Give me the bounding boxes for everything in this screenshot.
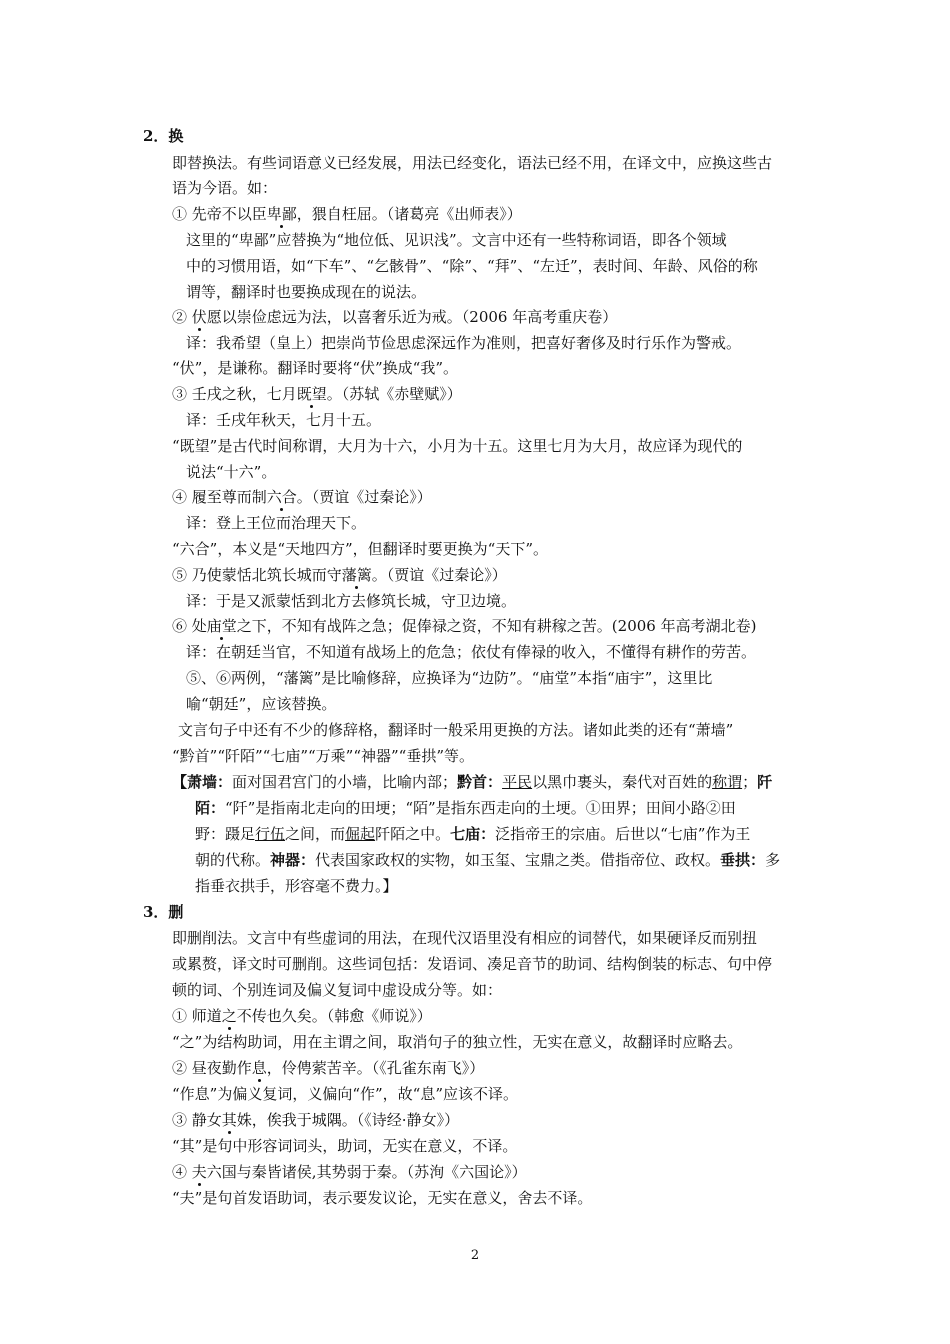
paragraph-line: “伏”，是谦称。翻译时要将“伏”换成“我”。 [172,359,459,377]
emphasis-dotted-text: 之 [221,1007,237,1025]
gloss-line: 指垂衣拱手，形容毫不费力。】 [195,877,398,895]
gloss-line: 朝的代称。神器：代表国家政权的实物，如玉玺、宝鼎之类。借指帝位、政权。垂拱：多 [195,851,781,869]
emphasis-dotted-text: 藩篱 [341,566,372,584]
paragraph-line: 或累赘，译文时可删削。这些词包括：发语词、凑足音节的助词、结构倒装的标志、句中停 [172,955,773,973]
emphasis-dotted-text: 夫 [191,1163,207,1181]
underlined-text: 称谓 [712,773,743,791]
translation-line: 译：我希望（皇上）把崇尚节俭思虑深远作为准则，把喜好奢侈及时行乐作为警戒。 [186,334,742,352]
paragraph-line: 说法“十六”。 [186,463,277,481]
paragraph-line: “既望”是古代时间称谓，大月为十六，小月为十五。这里七月为大月，故应译为现代的 [172,437,743,455]
section-heading-2: 2．换 [143,127,184,145]
gloss-line: 陌：“阡”是指南北走向的田埂；“陌”是指东西走向的土埂。①田界；田间小路②田 [195,799,736,817]
example-sentence: ⑤ 乃使蒙恬北筑长城而守藩篱。（贾谊《过秦论》） [172,566,507,584]
emphasis-dotted-text: 其 [221,1111,237,1129]
paragraph-line: “之”为结构助词，用在主谓之间，取消句子的独立性，无实在意义，故翻译时应略去。 [172,1033,743,1051]
paragraph-line: 即替换法。有些词语意义已经发展，用法已经变化，语法已经不用，在译文中，应换这些古 [172,154,773,172]
gloss-term: 神器： [270,851,316,869]
emphasis-dotted-text: 息 [251,1059,267,1077]
paragraph-line: “六合”，本义是“天地四方”，但翻译时要更换为“天下”。 [172,540,549,558]
paragraph-line: 文言句子中还有不少的修辞格，翻译时一般采用更换的方法。诸如此类的还有“萧墙” [178,721,734,739]
paragraph-line: “作息”为偏义复词，义偏向“作”，故“息”应该不译。 [172,1085,519,1103]
paragraph-line: 顿的词、个别连词及偏义复词中虚设成分等。如： [172,981,503,999]
example-sentence: ① 先帝不以臣卑鄙，猥自枉屈。（诸葛亮《出师表》） [172,205,522,223]
emphasis-dotted-text: 庙堂 [206,617,237,635]
section-heading-3: 3．删 [143,903,184,921]
example-sentence: ① 师道之不传也久矣。（韩愈《师说》） [172,1007,432,1025]
gloss-line: 【萧墙：面对国君宫门的小墙，比喻内部；黔首：平民以黑巾裹头，秦代对百姓的称谓；阡 [172,773,773,791]
paragraph-line: 即删削法。文言中有些虚词的用法，在现代汉语里没有相应的词替代，如果硬译反而别扭 [172,929,758,947]
underlined-text: 行伍 [255,825,286,843]
gloss-term: 黔首： [457,773,503,791]
gloss-line: 野：蹑足行伍之间，而倔起阡陌之中。七庙：泛指帝王的宗庙。后世以“七庙”作为王 [195,825,751,843]
emphasis-dotted-text: 既望 [296,385,327,403]
example-sentence: ④ 夫六国与秦皆诸侯,其势弱于秦。（苏洵《六国论》） [172,1163,527,1181]
paragraph-line: ⑤、⑥两例，“藩篱”是比喻修辞，应换译为“边防”。“庙堂”本指“庙宇”，这里比 [186,669,713,687]
paragraph-line: 语为今语。如： [172,179,278,197]
translation-line: 译：于是又派蒙恬到北方去修筑长城，守卫边境。 [186,592,517,610]
underlined-text: 平民 [502,773,533,791]
paragraph-line: 这里的“卑鄙”应替换为“地位低、见识浅”。文言中还有一些特称词语，即各个领域 [186,231,727,249]
paragraph-line: 谓等，翻译时也要换成现在的说法。 [186,283,427,301]
page-number: 2 [470,1248,480,1263]
emphasis-dotted-text: 卑鄙 [266,205,297,223]
paragraph-line: “夫”是句首发语助词，表示要发议论，无实在意义，舍去不译。 [172,1189,593,1207]
example-sentence: ② 伏愿以崇俭虑远为法，以喜奢乐近为戒。（2006 年高考重庆卷） [172,308,618,326]
example-sentence: ⑥ 处庙堂之下，不知有战阵之急；促俸禄之资，不知有耕稼之苦。(2006 年高考湖北卷) [172,617,757,635]
paragraph-line: “黔首”“阡陌”“七庙”“万乘”“神器”“垂拱”等。 [172,747,475,765]
emphasis-dotted-text: 六合 [266,488,297,506]
paragraph-line: “其”是句中形容词词头，助词，无实在意义，不译。 [172,1137,518,1155]
example-sentence: ④ 履至尊而制六合。（贾谊《过秦论》） [172,488,432,506]
gloss-term: 萧墙： [187,773,233,791]
paragraph-line: 喻“朝廷”，应该替换。 [186,695,337,713]
emphasis-dotted-text: 伏 [191,308,207,326]
gloss-term: 七庙： [450,825,496,843]
translation-line: 译：在朝廷当官，不知道有战场上的危急；依仗有俸禄的收入，不懂得有耕作的劳苦。 [186,643,757,661]
gloss-term: 陌： [195,799,226,817]
translation-line: 译：壬戌年秋天，七月十五。 [186,411,382,429]
example-sentence: ③ 静女其姝，俟我于城隅。（《诗经·静女》） [172,1111,460,1129]
paragraph-line: 中的习惯用语，如“下车”、“乞骸骨”、“除”、“拜”、“左迁”，表时间、年龄、风俗的称 [186,257,758,275]
example-sentence: ③ 壬戌之秋，七月既望。（苏轼《赤壁赋》） [172,385,462,403]
underlined-text: 倔起 [345,825,376,843]
translation-line: 译：登上王位而治理天下。 [186,514,367,532]
gloss-term: 阡 [757,773,773,791]
gloss-term: 垂拱： [720,851,766,869]
example-sentence: ② 昼夜勤作息，伶俜萦苦辛。（《孔雀东南飞》） [172,1059,485,1077]
